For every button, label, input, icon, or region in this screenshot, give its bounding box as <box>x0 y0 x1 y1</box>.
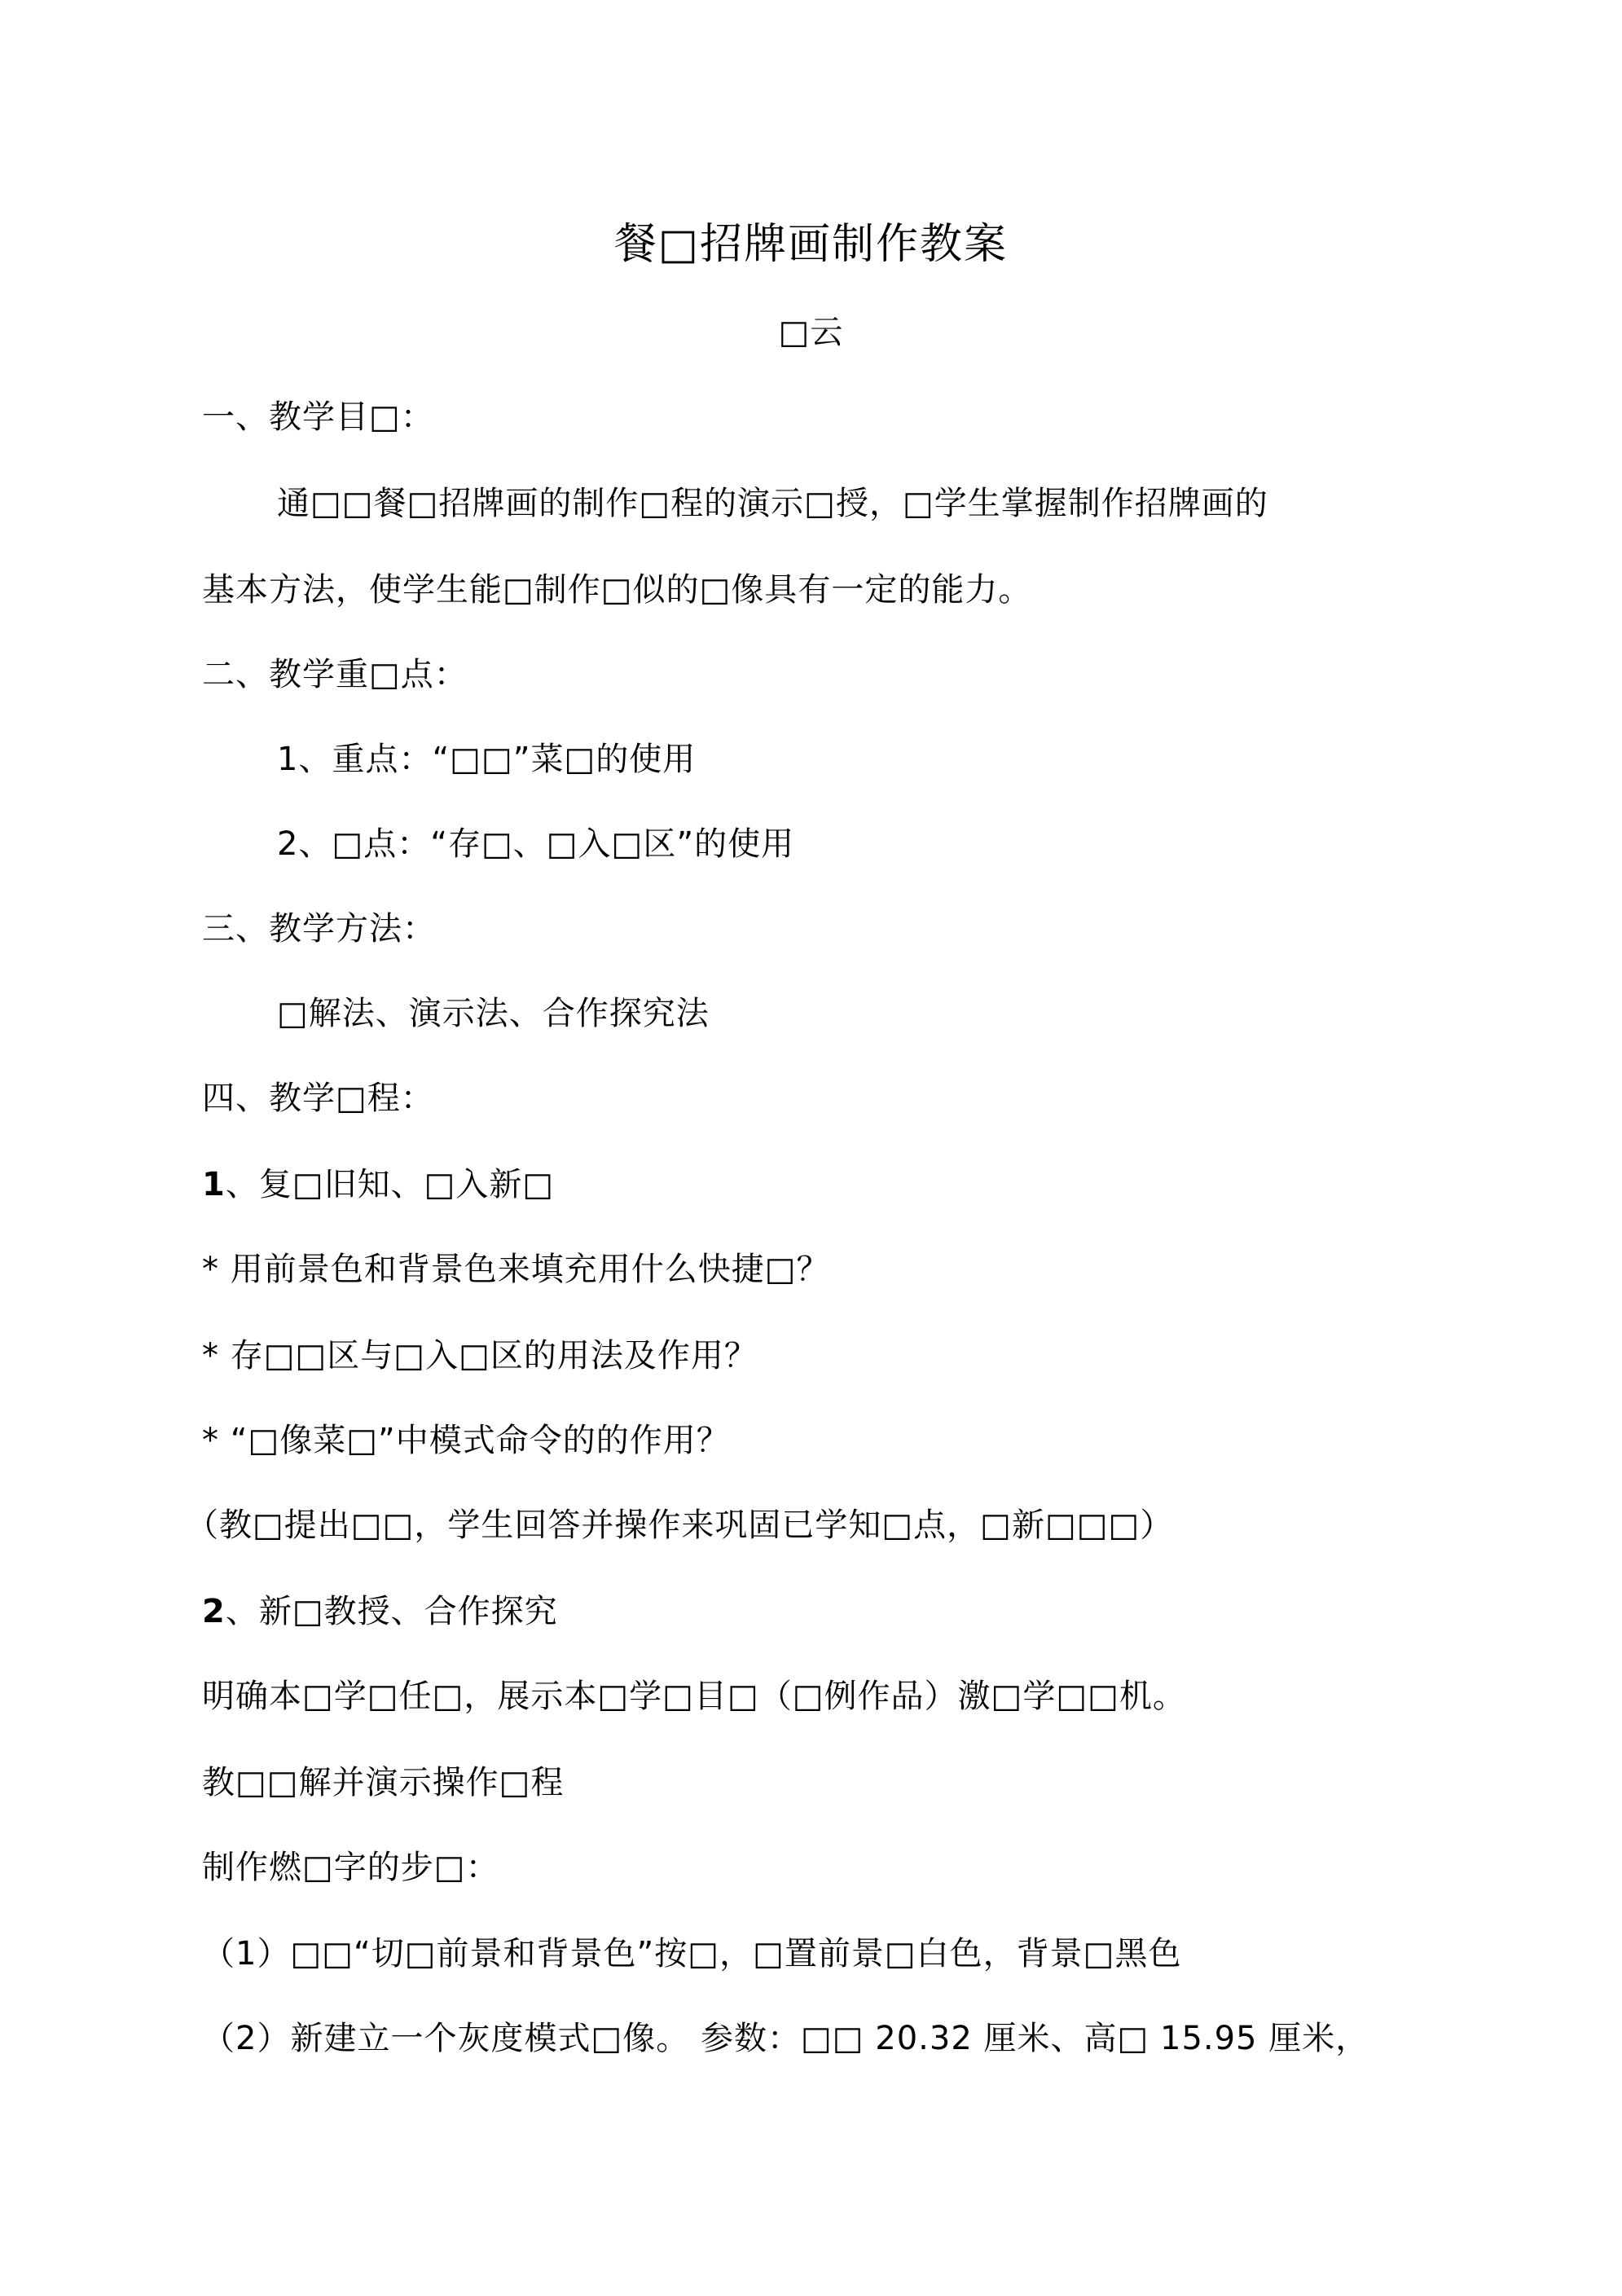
step-2-number: 2 <box>202 1593 226 1630</box>
step-2-heading <box>202 1590 558 1633</box>
step-1-number: 1 <box>202 1166 226 1203</box>
document-author: □云 <box>778 314 844 351</box>
keypoints-heading: 二、教学重□点： <box>202 656 468 693</box>
step-2-paragraph-2: 教□□解并演示操作□程 <box>202 1764 565 1801</box>
methods-heading: 三、教学方法： <box>202 910 436 948</box>
methods-text: □解法、演示法、合作探究法 <box>277 995 710 1032</box>
procedure-step-1: （1）□□“切□前景和背景色”按□，□置前景□白色，背景□黑色 <box>202 1935 1182 1973</box>
review-note: （教□提出□□，学生回答并操作来巩固已学知□点，□新□□□） <box>186 1506 1174 1544</box>
step-2-title: 、新□教授、合作探究 <box>225 1593 558 1630</box>
step-1-title: 、复□旧知、□入新□ <box>225 1166 555 1203</box>
keypoint-item-2: 2、□点：“存□、□入□区”的使用 <box>277 825 795 863</box>
process-heading: 四、教学□程： <box>202 1080 434 1117</box>
review-question-1: * 用前景色和背景色来填充用什么快捷□？ <box>202 1251 830 1288</box>
review-question-3: * “□像菜□”中模式命令的的作用？ <box>202 1422 730 1459</box>
document-title: 餐□招牌画制作教案 <box>613 220 1009 269</box>
objective-paragraph-line-2: 基本方法，使学生能□制作□似的□像具有一定的能力。 <box>202 571 1032 609</box>
step-2-paragraph-1: 明确本□学□任□，展示本□学□目□（□例作品）激□学□□机。 <box>202 1678 1186 1715</box>
review-question-2: * 存□□区与□入□区的用法及作用？ <box>202 1337 758 1375</box>
steps-heading: 制作燃□字的步□： <box>202 1849 499 1886</box>
procedure-step-2: （2）新建立一个灰度模式□像。 参数：□□ 20.32 厘米、高□ 15.95 厘米， <box>202 2020 1369 2057</box>
keypoint-item-1: 1、重点：“□□”菜□的使用 <box>277 741 697 778</box>
objective-paragraph-line-1: 通□□餐□招牌画的制作□程的演示□授，□学生掌握制作招牌画的 <box>277 485 1268 522</box>
step-1-heading <box>202 1163 554 1206</box>
objective-heading: 一、教学目□： <box>202 398 434 436</box>
